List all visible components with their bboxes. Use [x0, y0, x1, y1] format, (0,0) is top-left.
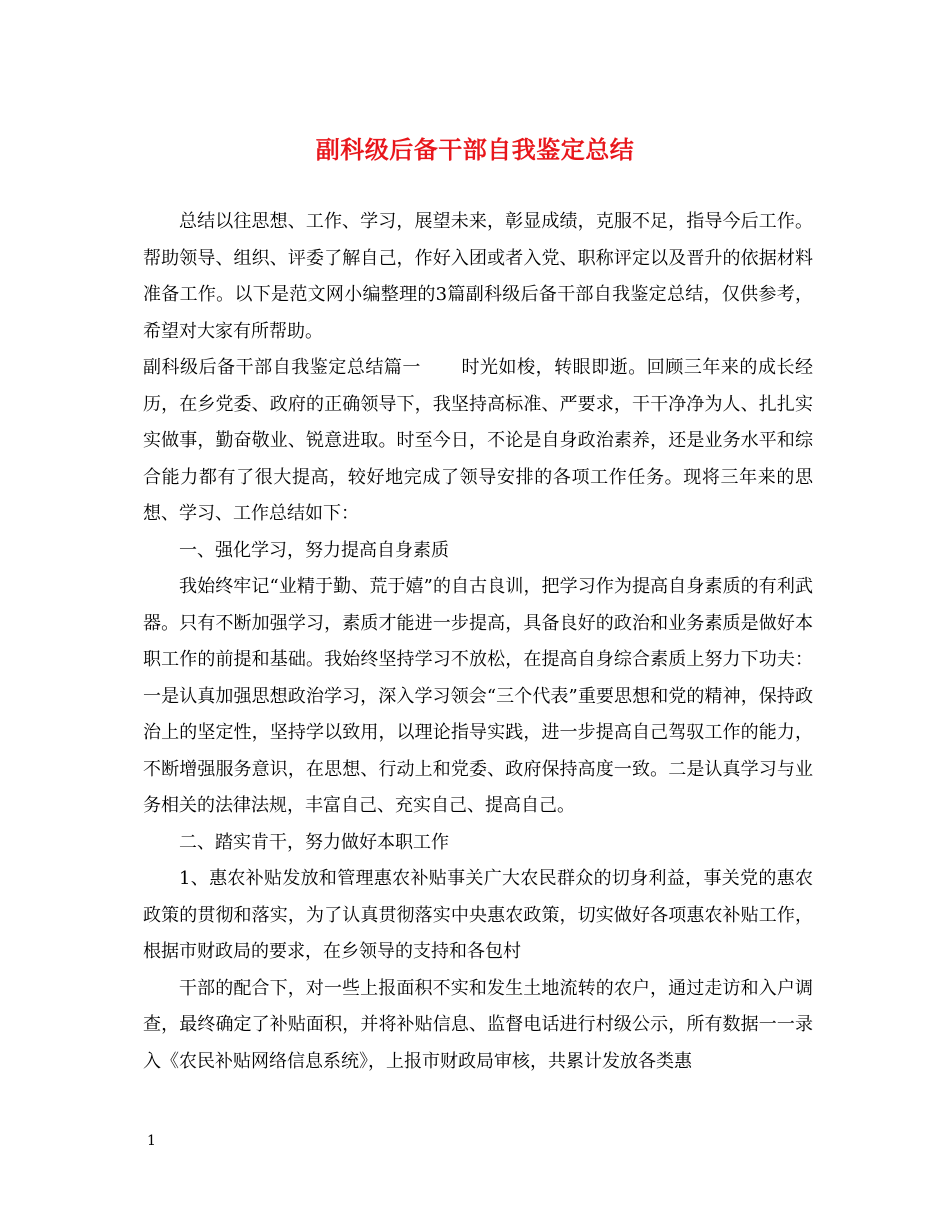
- page-number: 1: [147, 1133, 156, 1149]
- section-1-paragraph: 我始终牢记“业精于勤、荒于嬉”的自古良训，把学习作为提高自身素质的有利武器。只有不断加强学习，素质才能进一步提高，具备良好的政治和业务素质是做好本职工作的前提和基础。我始终坚持学习不放松，在提高自身综合素质上努力下功夫：一是认真加强思想政治学习，深入学习领会“三个代表”重要思想和党的精神，保持政治上的坚定性，坚持学以致用，以理论指导实践，进一步提高自己驾驭工作的能力，不断增强服务意识，在思想、行动上和党委、政府保持高度一致。二是认真学习与业务相关的法律法规，丰富自己、充实自己、提高自己。: [143, 576, 813, 816]
- article-opening-paragraph: [143, 350, 813, 533]
- section-2-item-1-paragraph: 1、惠农补贴发放和管理惠农补贴事关广大农民群众的切身利益，事关党的惠农政策的贯彻和落实，为了认真贯彻落实中央惠农政策，切实做好各项惠农补贴工作，根据市财政局的要求，在乡领导的支持和各包村: [143, 868, 813, 962]
- section-2-item-1-continued-paragraph: 干部的配合下，对一些上报面积不实和发生土地流转的农户，通过走访和入户调查，最终确定了补贴面积，并将补贴信息、监督电话进行村级公示，所有数据一一录入《农民补贴网络信息系统》，上报市财政局审核，共累计发放各类惠: [143, 977, 813, 1072]
- article-opening-text: 时光如梭，转眼即逝。回顾三年来的成长经历，在乡党委、政府的正确领导下，我坚持高标准、严要求，干干净净为人、扎扎实实做事，勤奋敬业、锐意进取。时至今日，不论是自身政治素养，还是业务水平和综合能力都有了很大提高，较好地完成了领导安排的各项工作任务。现将三年来的思想、学习、工作总结如下：: [143, 357, 814, 524]
- document-body: [143, 204, 813, 1080]
- section-1-heading: 一、强化学习，努力提高自身素质: [179, 539, 449, 561]
- section-2-heading: 二、踏实肯干，努力做好本职工作: [179, 831, 449, 853]
- document-title: 副科级后备干部自我鉴定总结: [315, 135, 635, 164]
- intro-paragraph: 总结以往思想、工作、学习，展望未来，彰显成绩，克服不足，指导今后工作。帮助领导、组织、评委了解自己，作好入团或者入党、职称评定以及晋升的依据材料准备工作。以下是范文网小编整理的3篇副科级后备干部自我鉴定总结，仅供参考，希望对大家有所帮助。: [143, 211, 813, 342]
- article-heading: 副科级后备干部自我鉴定总结篇一: [143, 357, 421, 378]
